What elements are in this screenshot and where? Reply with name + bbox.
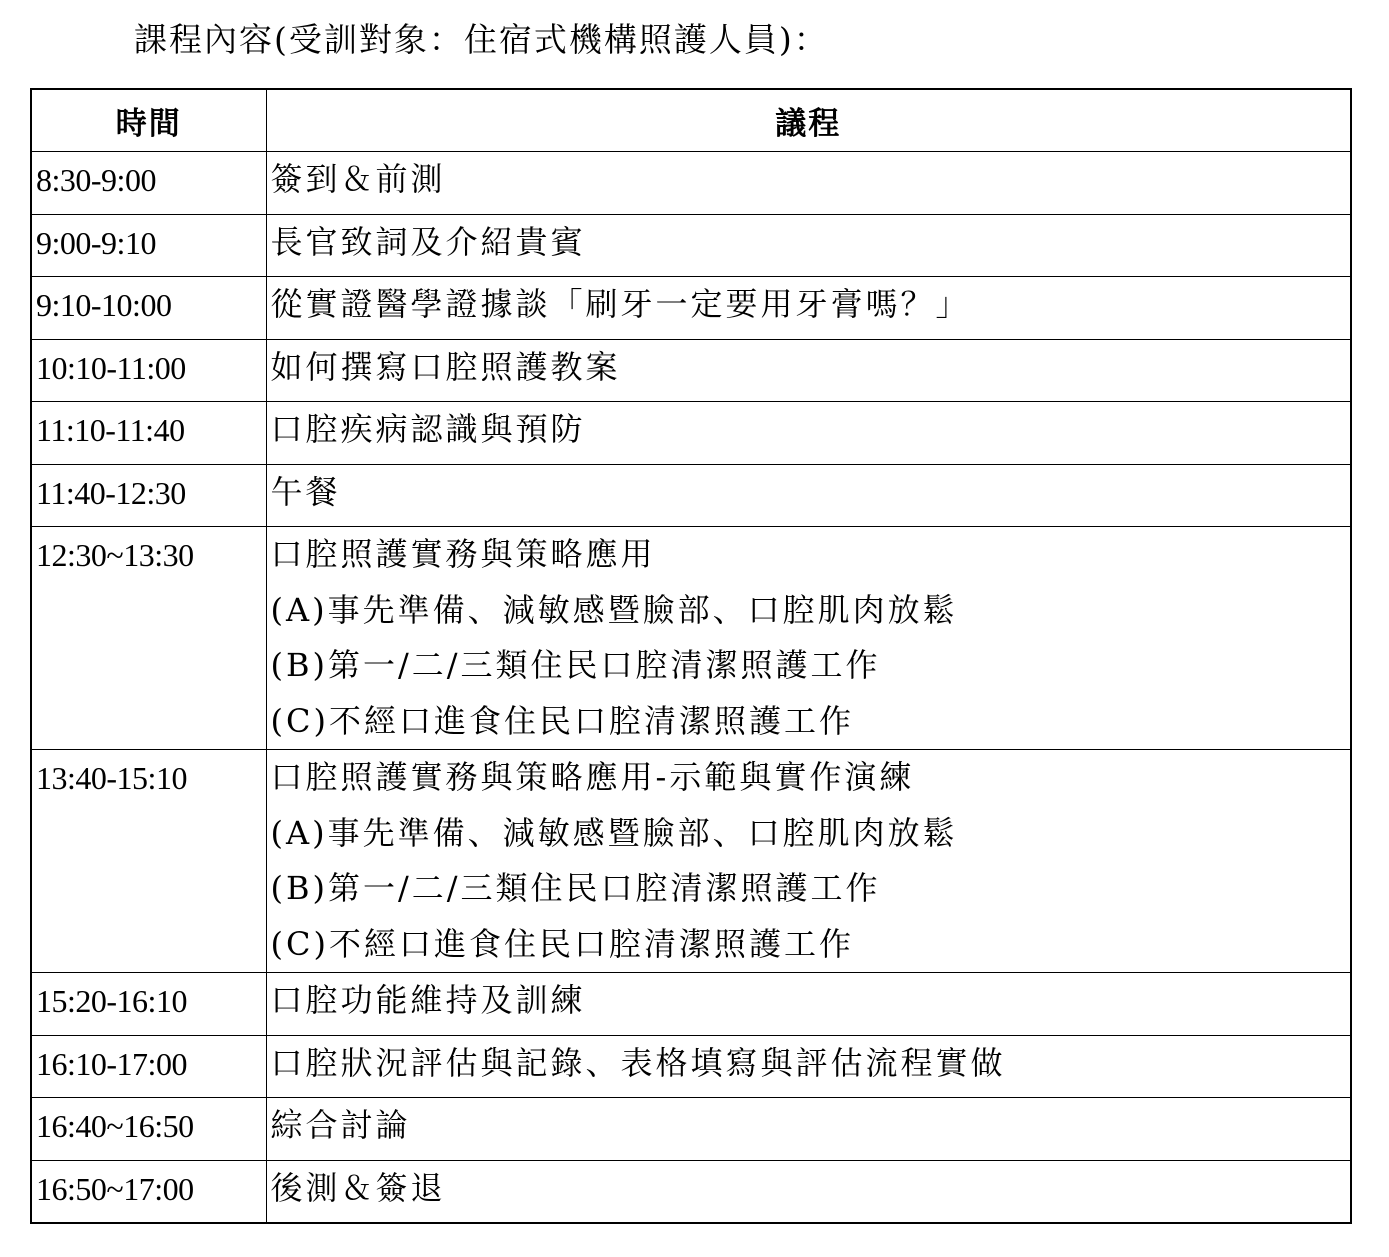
time-cell: 13:40-15:10: [31, 750, 266, 973]
table-row: [31, 402, 1351, 465]
time-cell: 9:00-9:10: [31, 214, 266, 277]
time-cell: 8:30-9:00: [31, 152, 266, 215]
agenda-line: 口腔照護實務與策略應用: [270, 535, 656, 573]
time-cell: 9:10-10:00: [31, 277, 266, 340]
time-cell: 10:10-11:00: [31, 339, 266, 402]
table-header-row: [31, 89, 1351, 152]
agenda-line: 口腔功能維持及訓練: [270, 981, 586, 1019]
agenda-line: (B)第一/二/三類住民口腔清潔照護工作: [270, 869, 881, 907]
agenda-cell: [266, 1035, 1351, 1098]
agenda-line: 後測＆簽退: [270, 1168, 446, 1207]
agenda-line: (A)事先準備、減敏感暨臉部、口腔肌肉放鬆: [270, 590, 958, 629]
agenda-line: 如何撰寫口腔照護教案: [270, 347, 621, 386]
header-time: 時間: [31, 89, 266, 152]
time-cell: 11:40-12:30: [31, 464, 266, 527]
document-title: 課程內容(受訓對象：住宿式機構照護人員)：: [134, 20, 829, 59]
time-cell: 16:10-17:00: [31, 1035, 266, 1098]
table-row: [31, 750, 1351, 973]
agenda-cell: [266, 402, 1351, 465]
schedule-table: [30, 88, 1352, 1224]
agenda-cell: [266, 750, 1351, 973]
table-row: [31, 464, 1351, 527]
agenda-line: 口腔疾病認識與預防: [270, 410, 586, 448]
agenda-cell: [266, 973, 1351, 1036]
agenda-line: 綜合討論: [270, 1106, 411, 1144]
table-row: [31, 527, 1351, 750]
time-cell: 16:40~16:50: [31, 1098, 266, 1161]
table-row: [31, 277, 1351, 340]
table-row: [31, 152, 1351, 215]
agenda-cell: [266, 277, 1351, 340]
table-row: [31, 1098, 1351, 1161]
table-row: [31, 214, 1351, 277]
agenda-cell: [266, 339, 1351, 402]
time-cell: 15:20-16:10: [31, 973, 266, 1036]
table-row: [31, 339, 1351, 402]
agenda-line: 長官致詞及介紹貴賓: [270, 222, 586, 261]
time-cell: 16:50~17:00: [31, 1160, 266, 1223]
agenda-line: (B)第一/二/三類住民口腔清潔照護工作: [270, 646, 881, 684]
agenda-cell: [266, 214, 1351, 277]
agenda-line: 午餐: [270, 472, 341, 511]
agenda-line: 從實證醫學證據談「刷牙一定要用牙膏嗎？」: [270, 285, 971, 323]
agenda-line: 口腔照護實務與策略應用-示範與實作演練: [270, 758, 915, 796]
header-agenda: 議程: [266, 89, 1351, 152]
agenda-cell: [266, 1098, 1351, 1161]
table-row: [31, 1035, 1351, 1098]
time-cell: 11:10-11:40: [31, 402, 266, 465]
agenda-line: (A)事先準備、減敏感暨臉部、口腔肌肉放鬆: [270, 813, 958, 852]
agenda-line: (C)不經口進食住民口腔清潔照護工作: [270, 701, 854, 740]
agenda-line: 口腔狀況評估與記錄、表格填寫與評估流程實做: [270, 1043, 1006, 1082]
time-cell: 12:30~13:30: [31, 527, 266, 750]
agenda-line: (C)不經口進食住民口腔清潔照護工作: [270, 924, 854, 963]
agenda-line: 簽到＆前測: [270, 160, 446, 198]
agenda-cell: [266, 464, 1351, 527]
table-row: [31, 1160, 1351, 1223]
agenda-cell: [266, 1160, 1351, 1223]
agenda-cell: [266, 152, 1351, 215]
agenda-cell: [266, 527, 1351, 750]
table-row: [31, 973, 1351, 1036]
